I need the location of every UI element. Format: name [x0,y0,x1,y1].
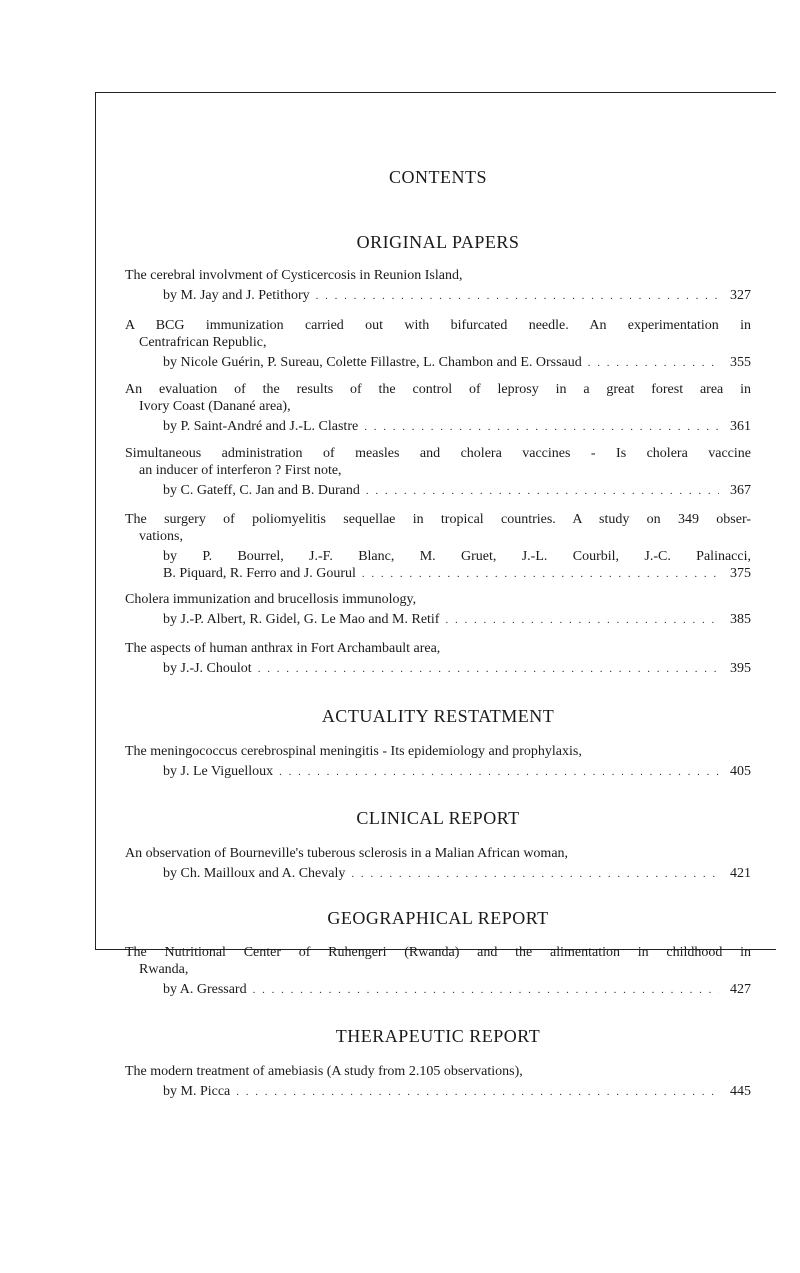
entry-title: The modern treatment of amebiasis (A study from 2.105 observations), [125,1064,523,1079]
entry-title: The Nutritional Center of Ruhengeri (Rwanda) and the alimentation in childhood in [125,945,751,960]
author-line [125,548,751,565]
dot-leader [258,661,719,678]
author-line [125,981,751,999]
dot-leader [445,612,719,629]
page-number: 375 [730,566,751,581]
page-number: 355 [730,355,751,370]
entry-authors: by M. Jay and J. Petithory [163,288,310,303]
entry-authors: by M. Picca [163,1084,231,1099]
author-line [125,354,751,372]
author-line [125,287,751,305]
page-number: 405 [730,764,751,779]
page-number: 445 [730,1084,751,1099]
toc-entry [125,381,751,436]
toc-entry [125,511,751,583]
entry-title: vations, [139,529,183,544]
entry-title: The cerebral involvment of Cysticercosis in Reunion Island, [125,268,463,283]
page-number: 427 [730,982,751,997]
dot-leader [351,866,719,883]
entry-title: The surgery of poliomyelitis sequellae in tropical countries. A study on 349 obser- [125,512,751,527]
entry-authors: by Ch. Mailloux and A. Chevaly [163,866,346,881]
dot-leader [236,1084,719,1101]
dot-leader [253,982,719,999]
toc-entry [125,267,751,305]
toc-entry [125,845,751,883]
toc-entry [125,743,751,781]
toc-entry [125,317,751,372]
author-line [125,418,751,436]
toc-entry [125,944,751,999]
section-title: ACTUALITY RESTATMENT [321,706,555,726]
entry-authors: by J.-J. Choulot [163,661,252,676]
dot-leader [366,483,719,500]
entry-authors: by J.-P. Albert, R. Gidel, G. Le Mao and M. Retif [163,612,440,627]
dot-leader [364,419,719,436]
entry-authors: B. Piquard, R. Ferro and J. Gourul [163,566,356,581]
entry-title: The meningococcus cerebrospinal meningitis - Its epidemiology and prophylaxis, [125,744,582,759]
entry-title: Rwanda, [139,962,189,977]
page-number: 327 [730,288,751,303]
page-number: 385 [730,612,751,627]
page-number: 421 [730,866,751,881]
entry-title: The aspects of human anthrax in Fort Archambault area, [125,641,441,656]
author-line [125,865,751,883]
entry-authors: by P. Saint-André and J.-L. Clastre [163,419,359,434]
entry-authors: by A. Gressard [163,982,247,997]
entry-title: A BCG immunization carried out with bifurcated needle. An experimentation in [125,318,751,333]
entry-title: An evaluation of the results of the control of leprosy in a great forest area in [125,382,751,397]
toc-entry [125,591,751,629]
toc-entry [125,640,751,678]
author-line [125,660,751,678]
entry-title: an inducer of interferon ? First note, [139,463,342,478]
author-line [125,763,751,781]
entry-title: Centrafrican Republic, [139,335,267,350]
page-number: 367 [730,483,751,498]
author-line [125,1083,751,1101]
entry-title: Simultaneous administration of measles and cholera vaccines - Is cholera vaccine [125,446,751,461]
author-line [125,482,751,500]
entry-title: Ivory Coast (Danané area), [139,399,291,414]
section-title: ORIGINAL PAPERS [356,232,520,252]
toc-entry [125,1063,751,1101]
dot-leader [588,355,719,372]
entry-title: Cholera immunization and brucellosis immunology, [125,592,417,607]
contents-title: CONTENTS [389,167,487,187]
dot-leader [279,764,719,781]
page-number: 395 [730,661,751,676]
entry-authors: by P. Bourrel, J.-F. Blanc, M. Gruet, J.-L. Courbil, J.-C. Palinacci, [163,549,751,564]
entry-authors: by C. Gateff, C. Jan and B. Durand [163,483,360,498]
page-number: 361 [730,419,751,434]
author-line [125,611,751,629]
dot-leader [316,288,719,305]
entry-authors: by J. Le Viguelloux [163,764,274,779]
section-title: GEOGRAPHICAL REPORT [327,908,549,928]
section-title: THERAPEUTIC REPORT [335,1026,541,1046]
entry-title: An observation of Bourneville's tuberous sclerosis in a Malian African woman, [125,846,569,861]
entry-authors: by Nicole Guérin, P. Sureau, Colette Fillastre, L. Chambon and E. Orssaud [163,355,582,370]
toc-entry [125,445,751,500]
section-title: CLINICAL REPORT [356,808,520,828]
author-line [125,565,751,583]
dot-leader [362,566,719,583]
